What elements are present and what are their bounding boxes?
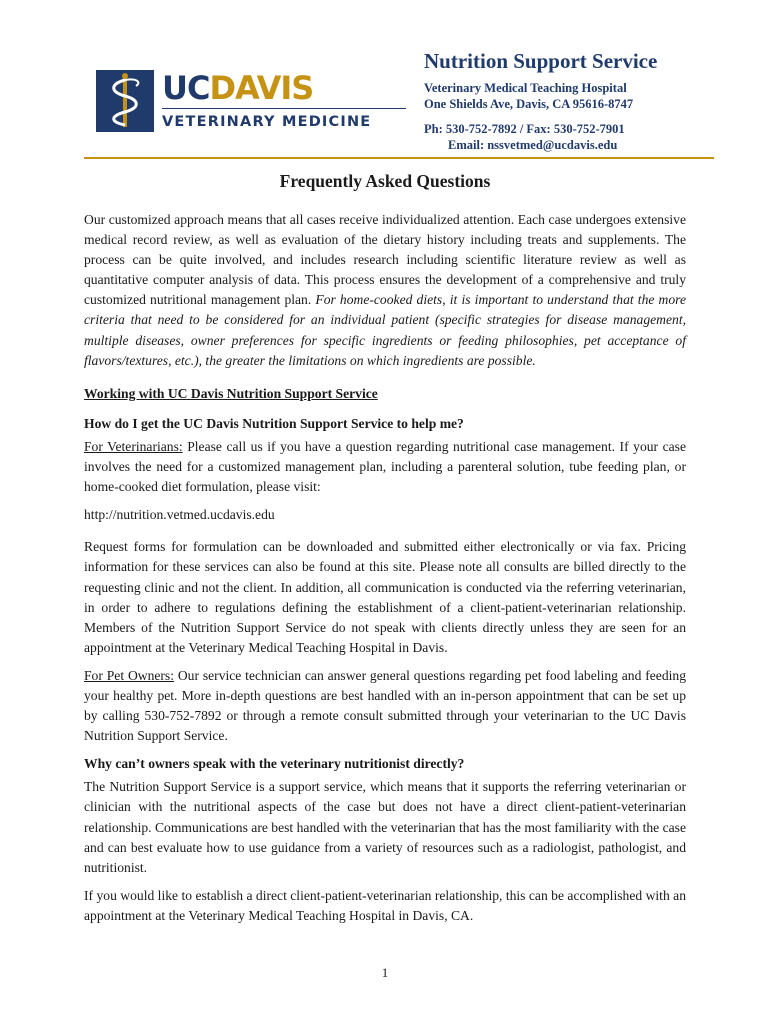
address: One Shields Ave, Davis, CA 95616-8747 — [424, 97, 634, 111]
header-divider — [84, 157, 714, 159]
intro-italic-text: For home-cooked diets, it is important to understand that the more criteria that need to be considered for an individual patient (specific strategies for disease management, multiple diseases, owner preferences for specific ingredients or feeding philosophies, pet acceptance of flavors/textures, etc.), the greater the limitations on which ingredients are possible. — [84, 292, 686, 368]
answer-2-paragraph: The Nutrition Support Service is a support service, which means that it supports the referring veterinarian or clinician with the nutritional aspects of the case but does not have a direct client-patient-veterinarian relationship. Communications are best handled with the veterinarian that has the most familiarity with the case and can best evaluate how to use guidance from a variety of resources such as a radiologist, pathologist, and nutritionist. — [84, 779, 686, 875]
veterinarians-paragraph — [84, 437, 686, 497]
logo-wordmark — [162, 70, 313, 106]
caduceus-emblem-icon — [96, 70, 154, 132]
request-forms-paragraph: Request forms for formulation can be downloaded and submitted either electronically or via fax. Pricing information for these services can also be found at this site. Please note all consults are billed directly to the requesting clinic and not the client. In addition, all communication is conducted via the referring veterinarian, in order to adhere to regulations defining the establishment of a client-patient-veterinarian relationship. Members of the Nutrition Support Service do not speak with clients directly unless they are seen for an appointment at the Veterinary Medical Teaching Hospital in Davis. — [84, 539, 686, 655]
intro-paragraph — [84, 210, 686, 371]
nutrition-website-link[interactable]: http://nutrition.vetmed.ucdavis.edu — [84, 507, 275, 523]
logo-divider — [162, 108, 406, 109]
pet-owners-label: For Pet Owners: — [84, 667, 175, 683]
email: Email: nssvetmed@ucdavis.edu — [448, 138, 618, 152]
question-1: How do I get the UC Davis Nutrition Support Service to help me? — [84, 415, 464, 431]
section-heading: Working with UC Davis Nutrition Support Service — [84, 385, 378, 401]
logo-davis-text: DAVIS — [209, 69, 314, 107]
logo-uc-text: UC — [162, 69, 210, 107]
veterinarians-text: Please call us if you have a question regarding nutritional case management. If your case involves the need for a customized management plan, including a parenteral solution, tube feeding plan, or home-cooked diet formulation, please visit: — [84, 438, 686, 495]
document-title: Frequently Asked Questions — [279, 171, 491, 191]
pet-owners-text: Our service technician can answer general questions regarding pet food labeling and feeding your healthy pet. More in-depth questions are best handled with an in-person appointment that can be set up by calling 530-752-7892 or through a remote consult submitted through your veterinarian to the UC Davis Nutrition Support Service. — [84, 667, 686, 744]
service-title: Nutrition Support Service — [424, 49, 658, 73]
header-contact-block — [424, 48, 724, 153]
hospital-name: Veterinary Medical Teaching Hospital — [424, 81, 627, 95]
pet-owners-paragraph — [84, 666, 686, 746]
veterinarians-label: For Veterinarians: — [84, 438, 183, 454]
ucdavis-vetmed-logo — [96, 70, 406, 132]
phone-fax: Ph: 530-752-7892 / Fax: 530-752-7901 — [424, 122, 625, 136]
intro-text: Our customized approach means that all cases receive individualized attention. Each case undergoes extensive medical record review, as well as evaluation of the dietary history including treats and supplements. The process can be quite involved, and includes research including scientific literature review as well as quantitative computer analysis of data. This process ensures the development of a comprehensive and truly customized nutritional management plan. — [84, 212, 686, 308]
logo-vetmed-text: VETERINARY MEDICINE — [162, 114, 372, 130]
document-body — [84, 166, 686, 934]
answer-3-paragraph: If you would like to establish a direct client-patient-veterinarian relationship, this can be accomplished with an appointment at the Veterinary Medical Teaching Hospital in Davis, CA. — [84, 887, 686, 923]
page-number: 1 — [381, 965, 389, 980]
question-2: Why can’t owners speak with the veterinary nutritionist directly? — [84, 756, 465, 772]
